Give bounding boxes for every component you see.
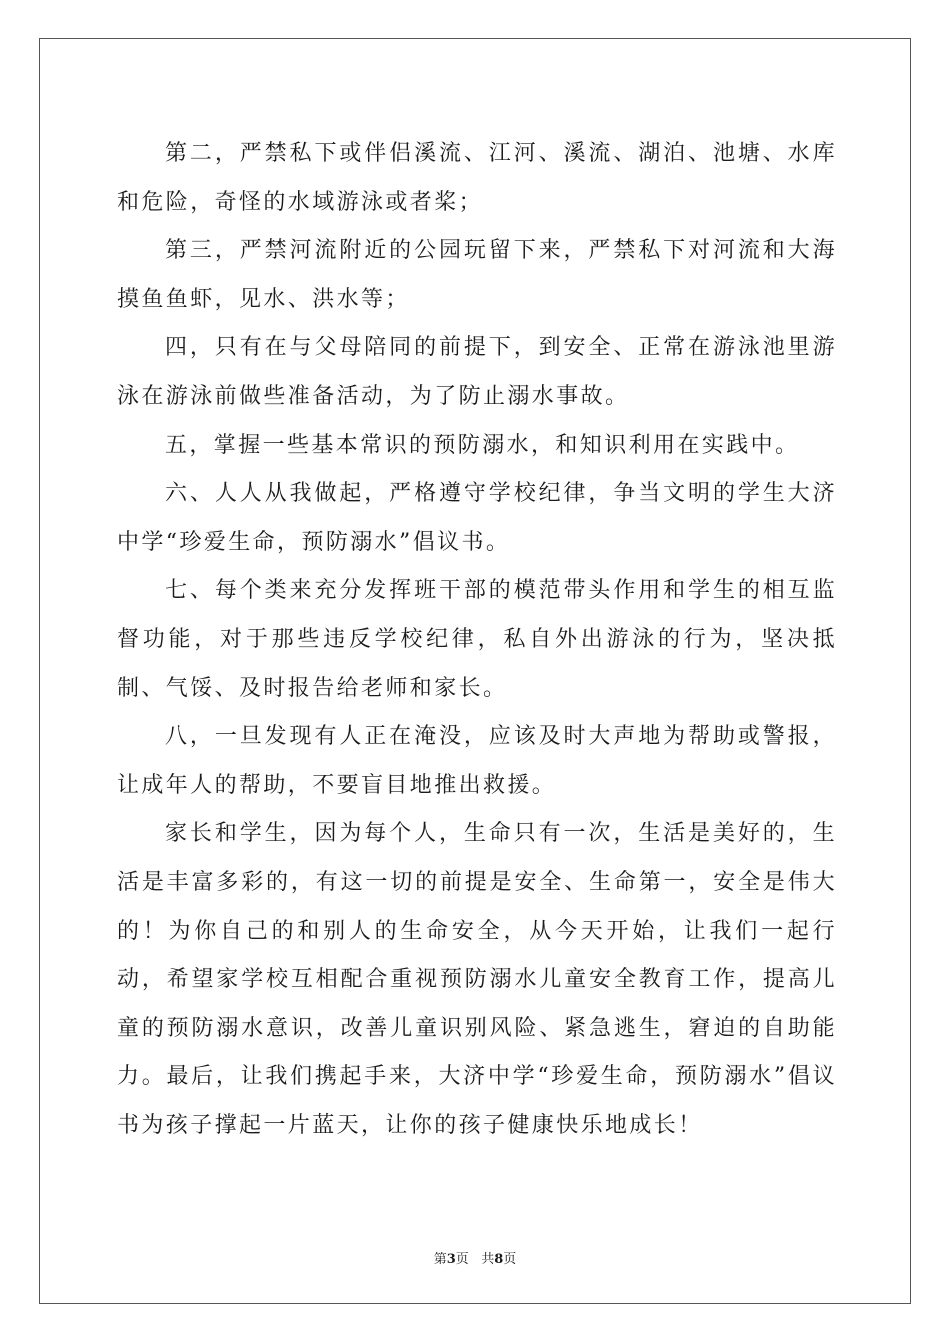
total-suffix: 页	[503, 1252, 517, 1267]
paragraph-4: 四，只有在与父母陪同的前提下，到安全、正常在游泳池里游泳在游泳前做些准备活动，为了防止溺水事故。	[117, 335, 837, 409]
page-current: 3	[446, 1252, 456, 1267]
page-prefix: 第	[433, 1252, 447, 1267]
paragraph-closing: 家长和学生，因为每个人，生命只有一次，生活是美好的，生活是丰富多彩的，有这一切的前提是安全、生命第一，安全是伟大的！为你自己的和别人的生命安全，从今天开始，让我们一起行动，希望家学校互相配合重视预防溺水儿童安全教育工作，提高儿童的预防溺水意识，改善儿童识别风险、紧急逃生，窘迫的自助能力。最后，让我们携起手来，大济中学“珍爱生命，预防溺水”倡议书为孩子撑起一片蓝天，让你的孩子健康快乐地成长！	[117, 821, 837, 1138]
document-body	[117, 130, 837, 1150]
paragraph-6: 六、人人从我做起，严格遵守学校纪律，争当文明的学生大济中学“珍爱生命，预防溺水”倡议书。	[117, 481, 837, 555]
total-prefix: 共	[481, 1252, 495, 1267]
paragraph-8: 八，一旦发现有人正在淹没，应该及时大声地为帮助或警报，让成年人的帮助，不要盲目地推出救援。	[117, 724, 837, 798]
page-suffix: 页	[455, 1252, 469, 1267]
page-number-footer	[0, 1248, 950, 1267]
paragraph-7: 七、每个类来充分发挥班干部的模范带头作用和学生的相互监督功能，对于那些违反学校纪律，私自外出游泳的行为，坚决抵制、气馁、及时报告给老师和家长。	[117, 578, 837, 701]
paragraph-3: 第三，严禁河流附近的公园玩留下来，严禁私下对河流和大海摸鱼鱼虾，见水、洪水等；	[117, 238, 837, 312]
paragraph-2: 第二，严禁私下或伴侣溪流、江河、溪流、湖泊、池塘、水库和危险，奇怪的水域游泳或者桨；	[117, 141, 837, 215]
page-total: 8	[494, 1252, 504, 1267]
paragraph-5: 五，掌握一些基本常识的预防溺水，和知识利用在实践中。	[165, 432, 800, 458]
